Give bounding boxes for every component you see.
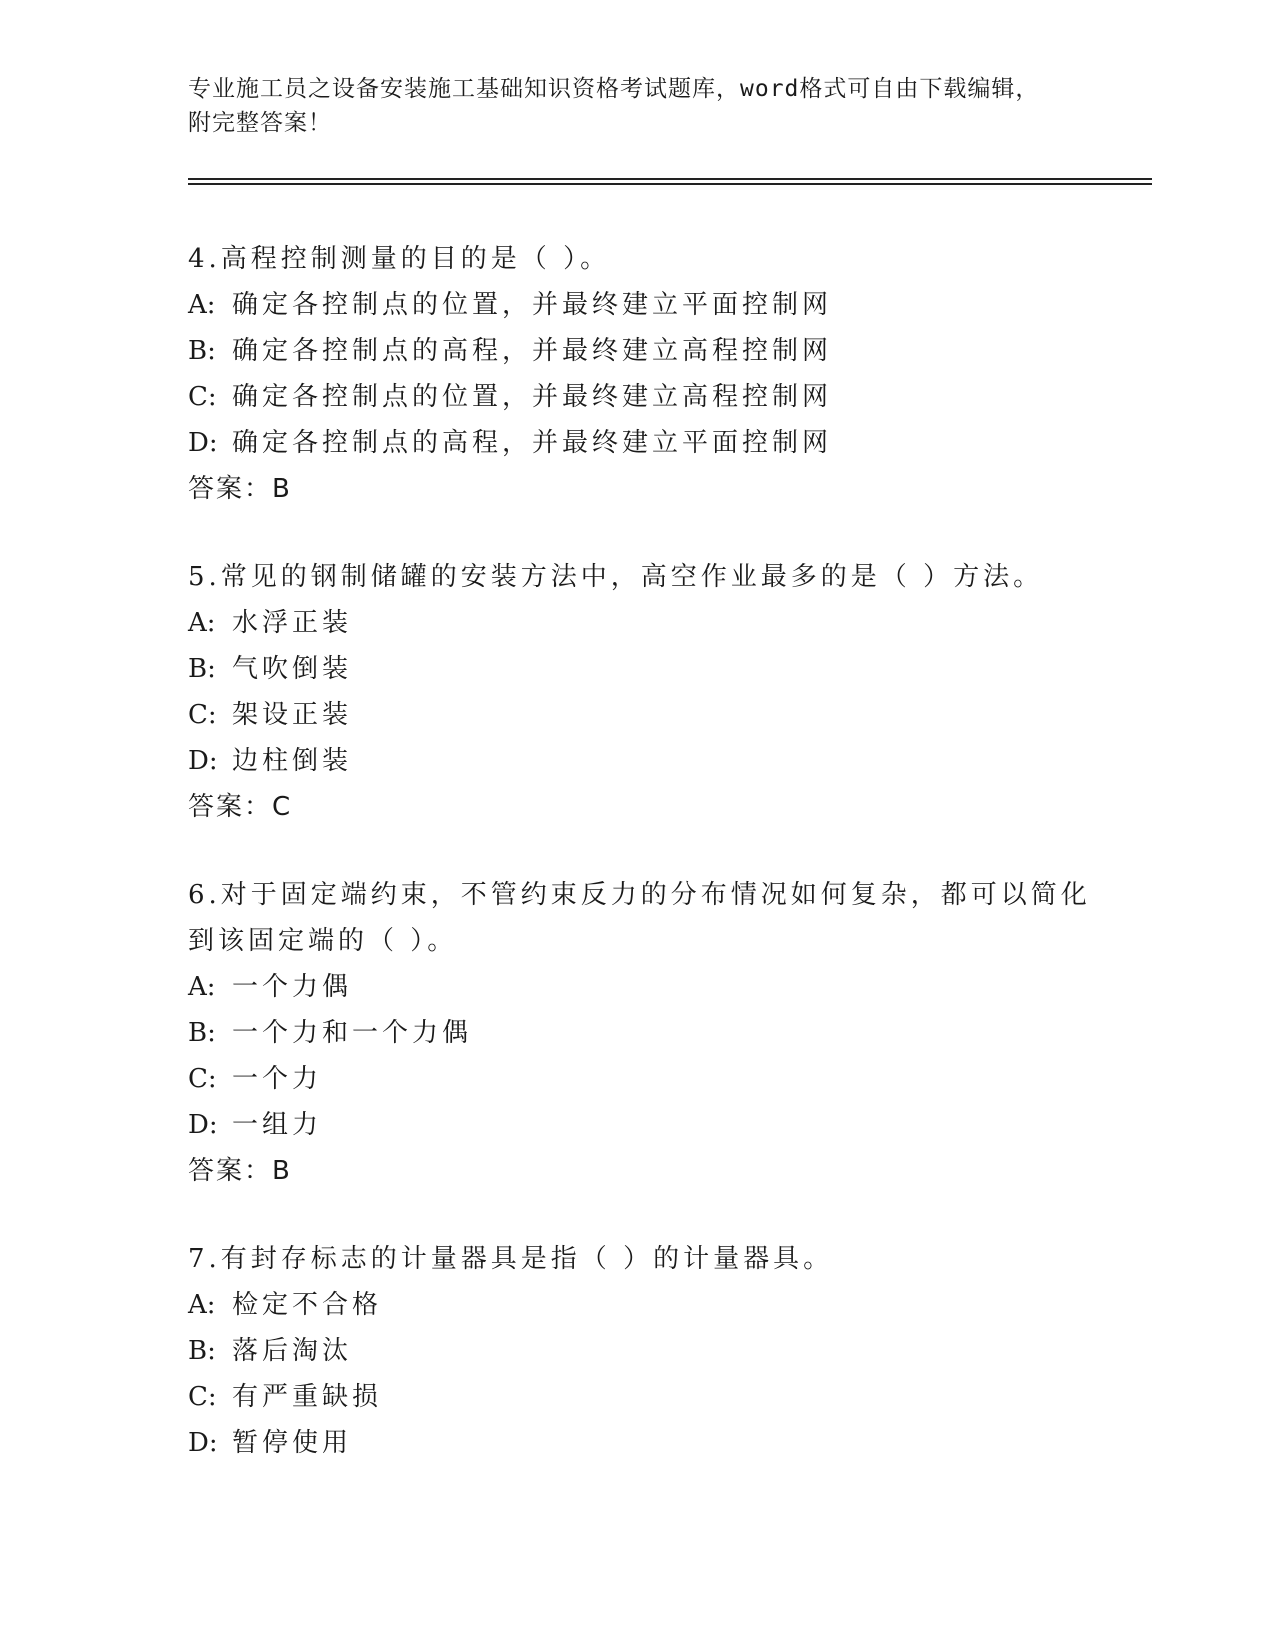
option-key: C: [188, 382, 217, 412]
answer-label: 答案：C [188, 792, 293, 822]
option-b [188, 328, 1088, 374]
option-d [188, 1102, 1088, 1148]
option-text: 边柱倒装 [232, 746, 353, 776]
option-text: 检定不合格 [232, 1290, 383, 1320]
option-text: 确定各控制点的高程，并最终建立高程控制网 [232, 336, 833, 366]
option-c [188, 1056, 1088, 1102]
option-a [188, 282, 1088, 328]
option-key: C: [188, 1064, 217, 1094]
option-b [188, 1328, 1088, 1374]
question-stem-line-1: 6.对于固定端约束，不管约束反力的分布情况如何复杂，都可以简化 [188, 880, 1091, 910]
answer-label: 答案：B [188, 474, 292, 504]
option-key: A: [188, 290, 216, 320]
option-text: 确定各控制点的位置，并最终建立平面控制网 [232, 290, 833, 320]
option-key: C: [188, 700, 217, 730]
option-key: A: [188, 608, 216, 638]
option-c [188, 374, 1088, 420]
option-text: 有严重缺损 [232, 1382, 383, 1412]
option-text: 气吹倒装 [232, 654, 353, 684]
question-stem: 5.常见的钢制储罐的安装方法中，高空作业最多的是（ ）方法。 [188, 562, 1044, 592]
question-list [188, 236, 1091, 1508]
document-header [188, 72, 1088, 140]
option-key: D: [188, 428, 218, 458]
question-6 [188, 872, 1091, 1194]
option-key: B: [188, 1336, 216, 1366]
option-text: 暂停使用 [232, 1428, 353, 1458]
option-a [188, 600, 1088, 646]
option-text: 一个力 [232, 1064, 323, 1094]
header-divider-bottom [188, 183, 1152, 185]
option-key: B: [188, 336, 216, 366]
option-text: 落后淘汰 [232, 1336, 353, 1366]
option-key: A: [188, 1290, 216, 1320]
option-d [188, 1420, 1088, 1466]
header-line-1: 专业施工员之设备安装施工基础知识资格考试题库，word格式可自由下载编辑， [188, 76, 1040, 102]
question-stem: 7.有封存标志的计量器具是指（ ）的计量器具。 [188, 1244, 834, 1274]
question-5 [188, 554, 1088, 830]
option-key: D: [188, 1110, 218, 1140]
question-7 [188, 1236, 1088, 1466]
option-key: B: [188, 1018, 216, 1048]
header-line-2: 附完整答案！ [188, 110, 332, 136]
option-b [188, 1010, 1088, 1056]
option-a [188, 964, 1088, 1010]
option-c [188, 692, 1088, 738]
option-a [188, 1282, 1088, 1328]
question-stem: 4.高程控制测量的目的是（ ）。 [188, 244, 611, 274]
header-divider-top [188, 178, 1152, 180]
option-key: D: [188, 1428, 218, 1458]
option-text: 架设正装 [232, 700, 353, 730]
option-d [188, 738, 1088, 784]
question-stem-line-2: 到该固定端的（ ）。 [188, 926, 458, 956]
option-text: 确定各控制点的位置，并最终建立高程控制网 [232, 382, 833, 412]
question-4 [188, 236, 1088, 512]
option-text: 一组力 [232, 1110, 323, 1140]
option-text: 一个力偶 [232, 972, 353, 1002]
option-text: 一个力和一个力偶 [232, 1018, 473, 1048]
option-key: B: [188, 654, 216, 684]
option-d [188, 420, 1088, 466]
option-c [188, 1374, 1088, 1420]
answer-label: 答案：B [188, 1156, 292, 1186]
option-key: C: [188, 1382, 217, 1412]
option-b [188, 646, 1088, 692]
option-key: D: [188, 746, 218, 776]
option-text: 确定各控制点的高程，并最终建立平面控制网 [232, 428, 833, 458]
option-text: 水浮正装 [232, 608, 353, 638]
option-key: A: [188, 972, 216, 1002]
